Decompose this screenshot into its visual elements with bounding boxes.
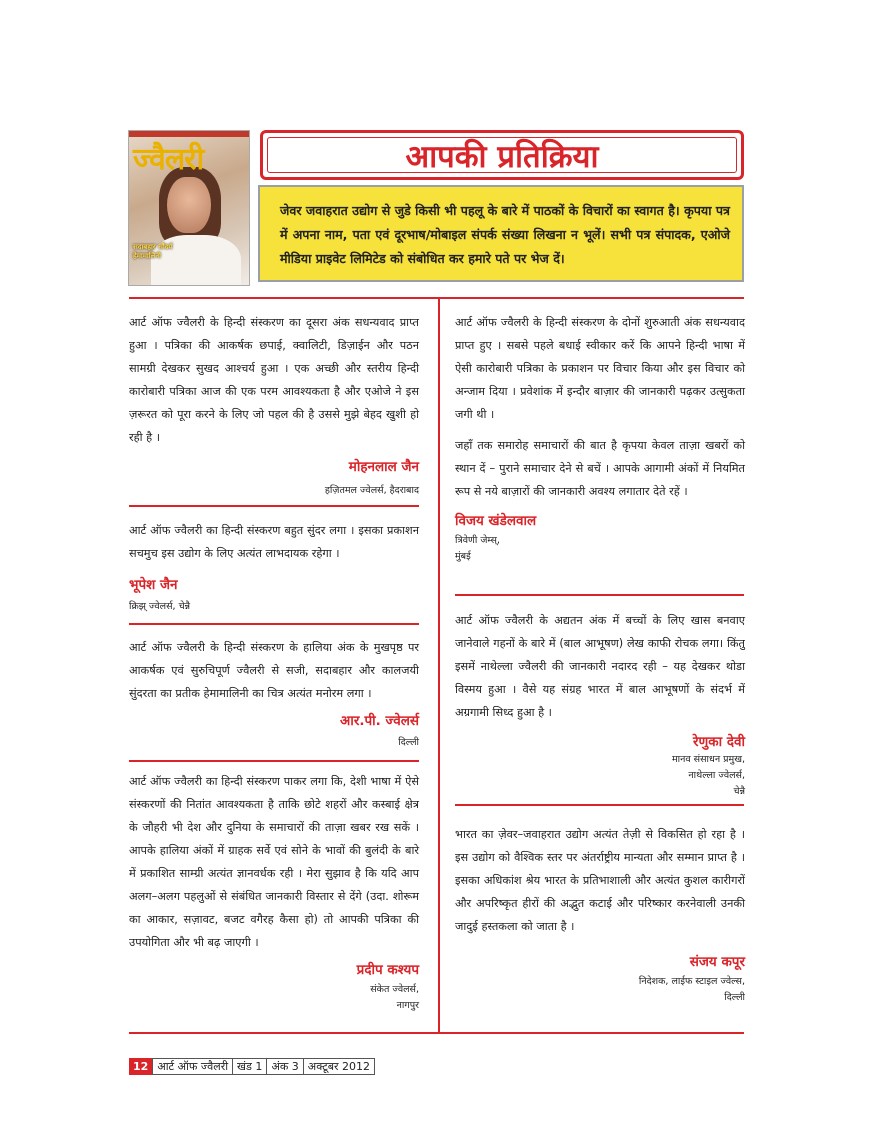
- letter-affiliation: संकेत ज्वेलर्स,: [370, 984, 419, 995]
- letter-affiliation: त्रिवेणी जेम्स्,: [455, 535, 500, 546]
- letter-body: आर्ट ऑफ ज्वैलरी के हिन्दी संस्करण के हालिया अंक के मुखपृष्ठ पर आकर्षक एवं सुरुचिपूर्ण ज्वैलरी से सजी, सदाबहार और कालजयी सुंदरता का प्रतीक हेमामालिनी का चित्र अत्यंत मनोरम लगा ।: [129, 641, 419, 700]
- title-box: [260, 130, 744, 180]
- footer-date: अक्टूबर 2012: [304, 1058, 375, 1075]
- magazine-cover-image: [128, 130, 250, 286]
- letter-5: [455, 311, 745, 565]
- letter-city: दिल्ली: [724, 992, 745, 1003]
- divider: [455, 594, 744, 596]
- cover-caption: सदाबहार सौंदर्य हेमामालिनी: [133, 243, 173, 260]
- letter-body: आर्ट ऑफ ज्वैलरी का हिन्दी संस्करण पाकर लगा कि, देशी भाषा में ऐसे संस्करणों की नितांत आवश्यकता है ताकि छोटे शहरों और कस्बाई क्षेत्र के जौहरी भी देश और दुनिया के समाचारों की ताज़ा खबर रख सकें । आपके हालिया अंकों में ग्राहक सर्वे एवं सोने के भावों की बुलंदी के बारे में प्रकाशित साम्ग्री अत्यंत ज्ञानवर्धक रही । मेरा सुझाव है कि यदि आप अलग–अलग पहलुओं से संबंधित जानकारी विस्तार से देंगे (उदा. शोरूम का आकार, सज़ावट, बजट वगैरह कैसा हो) तो आपकी पत्रिका की उपयोगिता और भी बढ़ जाएगी ।: [129, 775, 419, 949]
- letter-author: रेणुका देवी: [692, 734, 745, 750]
- letter-city: नागपुर: [396, 1000, 419, 1011]
- letter-body: आर्ट ऑफ ज्वैलरी के हिन्दी संस्करण के दोनों शुरुआती अंक सधन्यवाद प्राप्त हुए । सबसे पहले बधाई स्वीकार करें कि आपने हिन्दी भाषा में ऐसी कारोबारी पत्रिका के प्रकाशन पर विचार किया और इस विचार को अन्जाम दिया । प्रवेशांक में इन्दौर बाज़ार की जानकारी पढ़कर उत्सुकता जगी थी ।: [455, 316, 745, 421]
- intro-box: जेवर जवाहरात उद्योग से जुडे किसी भी पहलू के बारे में पाठकों के विचारों का स्वागत है। कृपया पत्र में अपना नाम, पता एवं दूरभाष/मोबाइल संपर्क संख्या लिखना न भूलें। सभी पत्र संपादक, एओजे मीडिया प्राइवेट लिमिटेड को संबोधित कर हमारे पते पर भेज दें।: [258, 185, 744, 282]
- letter-author: प्रदीप कश्यप: [356, 962, 419, 978]
- letter-author: भूपेश जैन: [129, 577, 178, 593]
- letter-2: [129, 519, 419, 615]
- letter-affiliation: दिल्ली: [398, 737, 419, 748]
- letter-body: आर्ट ऑफ ज्वैलरी के अद्यतन अंक में बच्चों के लिए खास बनवाए जानेवाले गहनों के बारे में (बाल आभूषण) लेख काफी रोचक लगा। किंतु इसमें नाथेल्ला ज्वैलरी की जानकारी नदारद रही – यह देखकर थोडा विस्मय हुआ । वैसे यह संग्रह भारत में बाल आभूषणों के संदर्भ में अग्रगामी सिध्द हुआ है ।: [455, 614, 745, 719]
- page-title: आपकी प्रतिक्रिया: [405, 139, 599, 175]
- letter-author: संजय कपूर: [689, 954, 745, 970]
- divider: [129, 623, 419, 625]
- top-rule: [129, 297, 744, 299]
- divider: [455, 804, 744, 806]
- footer-magazine: आर्ट ऑफ ज्वैलरी: [152, 1058, 233, 1075]
- column-divider: [438, 297, 440, 1032]
- letter-author: विजय खंडेलवाल: [455, 513, 537, 529]
- page-footer: [129, 1058, 375, 1075]
- footer-issue: अंक 3: [267, 1058, 303, 1075]
- letter-author: आर.पी. ज्वेलर्स: [340, 713, 419, 729]
- letter-affiliation: क्रिझ् ज्वेलर्स, चेन्नै: [129, 601, 191, 612]
- letter-author: मोहनलाल जैन: [348, 459, 419, 475]
- footer-volume: खंड 1: [233, 1058, 267, 1075]
- divider: [129, 760, 419, 762]
- letter-body: भारत का ज़ेवर–जवाहरात उद्योग अत्यंत तेज़ी से विकसित हो रहा है । इस उद्योग को वैश्विक स्तर पर अंतर्राष्ट्रीय मान्यता और सम्मान प्राप्त है । इसका अधिकांश श्रेय भारत के प्रतिभाशाली और अत्यंत कुशल कारीगरों और अपरिष्कृत हीरों की अद्भुत कटाई और परिष्कार करनेवाली उनकी जादुई हस्तकला को जाता है ।: [455, 828, 745, 933]
- letter-city: चेन्नै: [733, 786, 745, 797]
- page-number: 12: [129, 1058, 152, 1075]
- letter-body-continued: जहाँ तक समारोह समाचारों की बात है कृपया केवल ताज़ा खबरों को स्थान दें – पुराने समाचार देने से बचें । आपके आगामी अंकों में नियमित रूप से नये बाज़ारों की जानकारी अवश्य लगातार देते रहें ।: [455, 439, 745, 498]
- letter-1: [129, 311, 419, 499]
- letter-affiliation: हज़ितमल ज्वेलर्स, हैदराबाद: [324, 485, 419, 496]
- letter-affiliation-company: नाथेल्ला ज्वेलर्स,: [688, 770, 745, 781]
- cover-masthead: ज्वैलरी: [133, 142, 204, 177]
- letter-affiliation: निदेशक, लाईफ स्टाइल ज्वेल्स,: [638, 976, 745, 987]
- divider: [129, 505, 419, 507]
- letter-4: [129, 770, 419, 1014]
- letter-body: आर्ट ऑफ ज्वैलरी के हिन्दी संस्करण का दूसरा अंक सधन्यवाद प्राप्त हुआ । पत्रिका की आकर्षक छपाई, क्वालिटी, डिज़ाईन और पठन सामग्री देखकर सुखद आश्चर्य हुआ । एक अच्छी और स्तरीय हिन्दी कारोबारी पत्रिका आज की एक परम आवश्यकता है और एओजे ने इस ज़रूरत को पूरा करने के लिए जो पहल की है उससे मुझे बेहद खुशी हो रही है ।: [129, 316, 419, 444]
- letter-affiliation: मानव संसाधन प्रमुख,: [671, 754, 745, 765]
- letter-7: [455, 823, 745, 1006]
- letter-city: मुंबई: [455, 551, 471, 562]
- letter-3: [129, 636, 419, 751]
- bottom-rule: [129, 1032, 744, 1034]
- letter-6: [455, 609, 745, 800]
- cover-face: [167, 177, 211, 233]
- letter-body: आर्ट ऑफ ज्वैलरी का हिन्दी संस्करण बहुत सुंदर लगा । इसका प्रकाशन सचमुच इस उद्योग के लिए अत्यंत लाभदायक रहेगा ।: [129, 524, 419, 560]
